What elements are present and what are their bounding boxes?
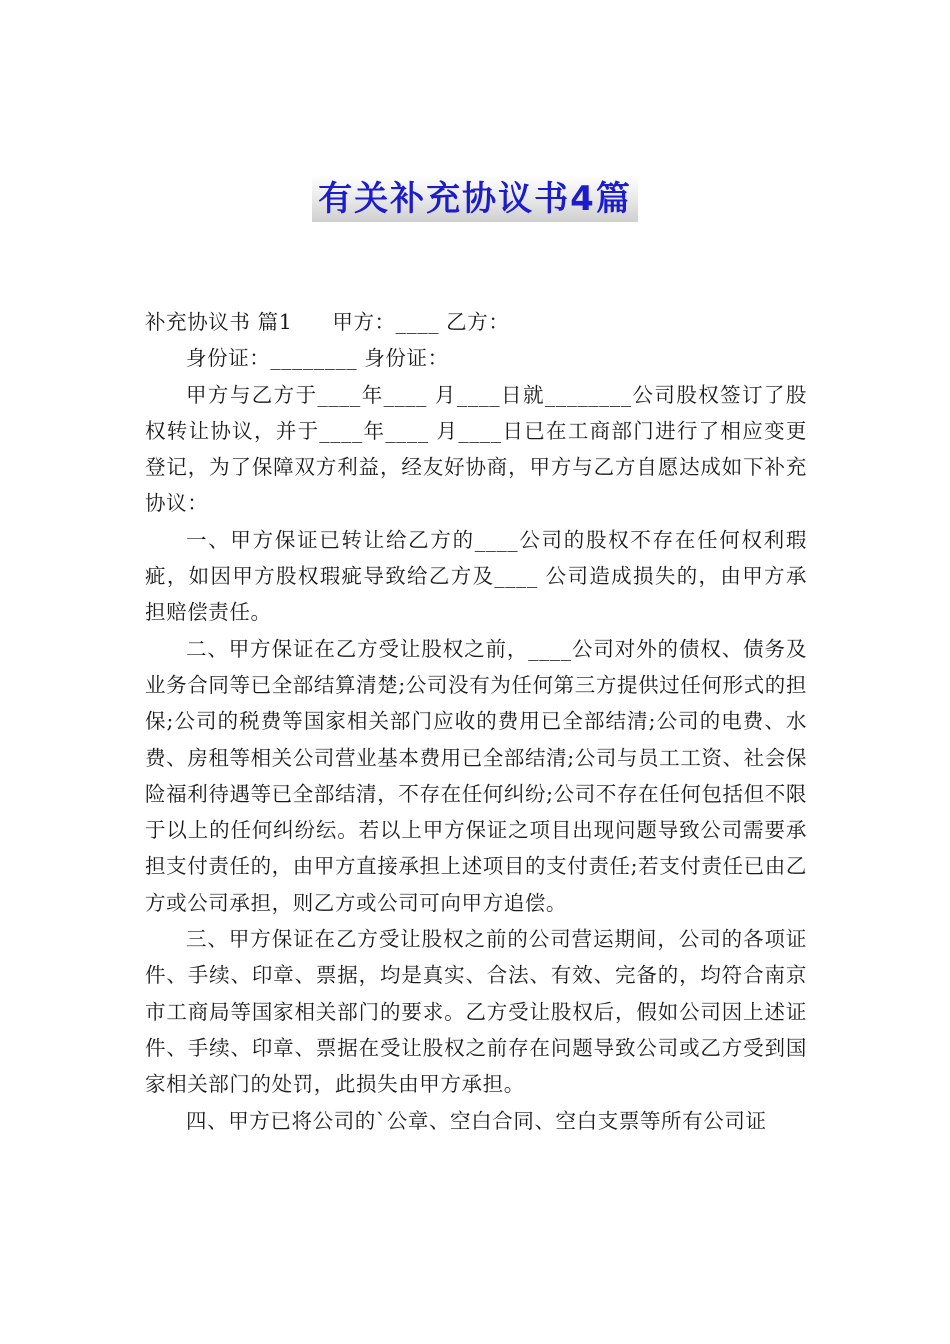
document-body xyxy=(145,304,807,1139)
paragraph-clause-2: 二、甲方保证在乙方受让股权之前，____公司对外的债权、债务及业务合同等已全部结算清楚;公司没有为任何第三方提供过任何形式的担保;公司的税费等国家相关部门应收的费用已全部结清;公司的电费、水费、房租等相关公司营业基本费用已全部结清;公司与员工工资、社会保险福利待遇等已全部结清，不存在任何纠纷;公司不存在任何包括但不限于以上的任何纠纷纭。若以上甲方保证之项目出现问题导致公司需要承担支付责任的，由甲方直接承担上述项目的支付责任;若支付责任已由乙方或公司承担，则乙方或公司可向甲方追偿。 xyxy=(145,636,807,915)
id-line: 身份证：________ 身份证： xyxy=(186,346,449,371)
heading-line xyxy=(145,304,807,340)
document-title: 有关补充协议书4篇 xyxy=(312,176,638,222)
document-title-wrap xyxy=(0,176,950,228)
paragraph-clause-4: 四、甲方已将公司的`公章、空白合同、空白支票等所有公司证 xyxy=(186,1108,767,1133)
section-label: 补充协议书 篇1 xyxy=(145,310,293,334)
party-line: 甲方：____ 乙方： xyxy=(332,310,510,334)
paragraph-clause-3: 三、甲方保证在乙方受让股权之前的公司营运期间，公司的各项证件、手续、印章、票据，均是真实、合法、有效、完备的，均符合南京市工商局等国家相关部门的要求。乙方受让股权后，假如公司因上述证件、手续、印章、票据在受让股权之前存在问题导致公司或乙方受到国家相关部门的处罚，此损失由甲方承担。 xyxy=(145,927,807,1097)
paragraph-clause-1: 一、甲方保证已转让给乙方的____公司的股权不存在任何权利瑕疵，如因甲方股权瑕疵导致给乙方及____ 公司造成损失的，由甲方承担赔偿责任。 xyxy=(145,527,807,625)
paragraph-intro: 甲方与乙方于____年____ 月____日就________公司股权签订了股权转让协议，并于____年____ 月____日已在工商部门进行了相应变更登记，为了保障双方利益，经友好协商，甲方与乙方自愿达成如下补充协议： xyxy=(145,382,807,516)
